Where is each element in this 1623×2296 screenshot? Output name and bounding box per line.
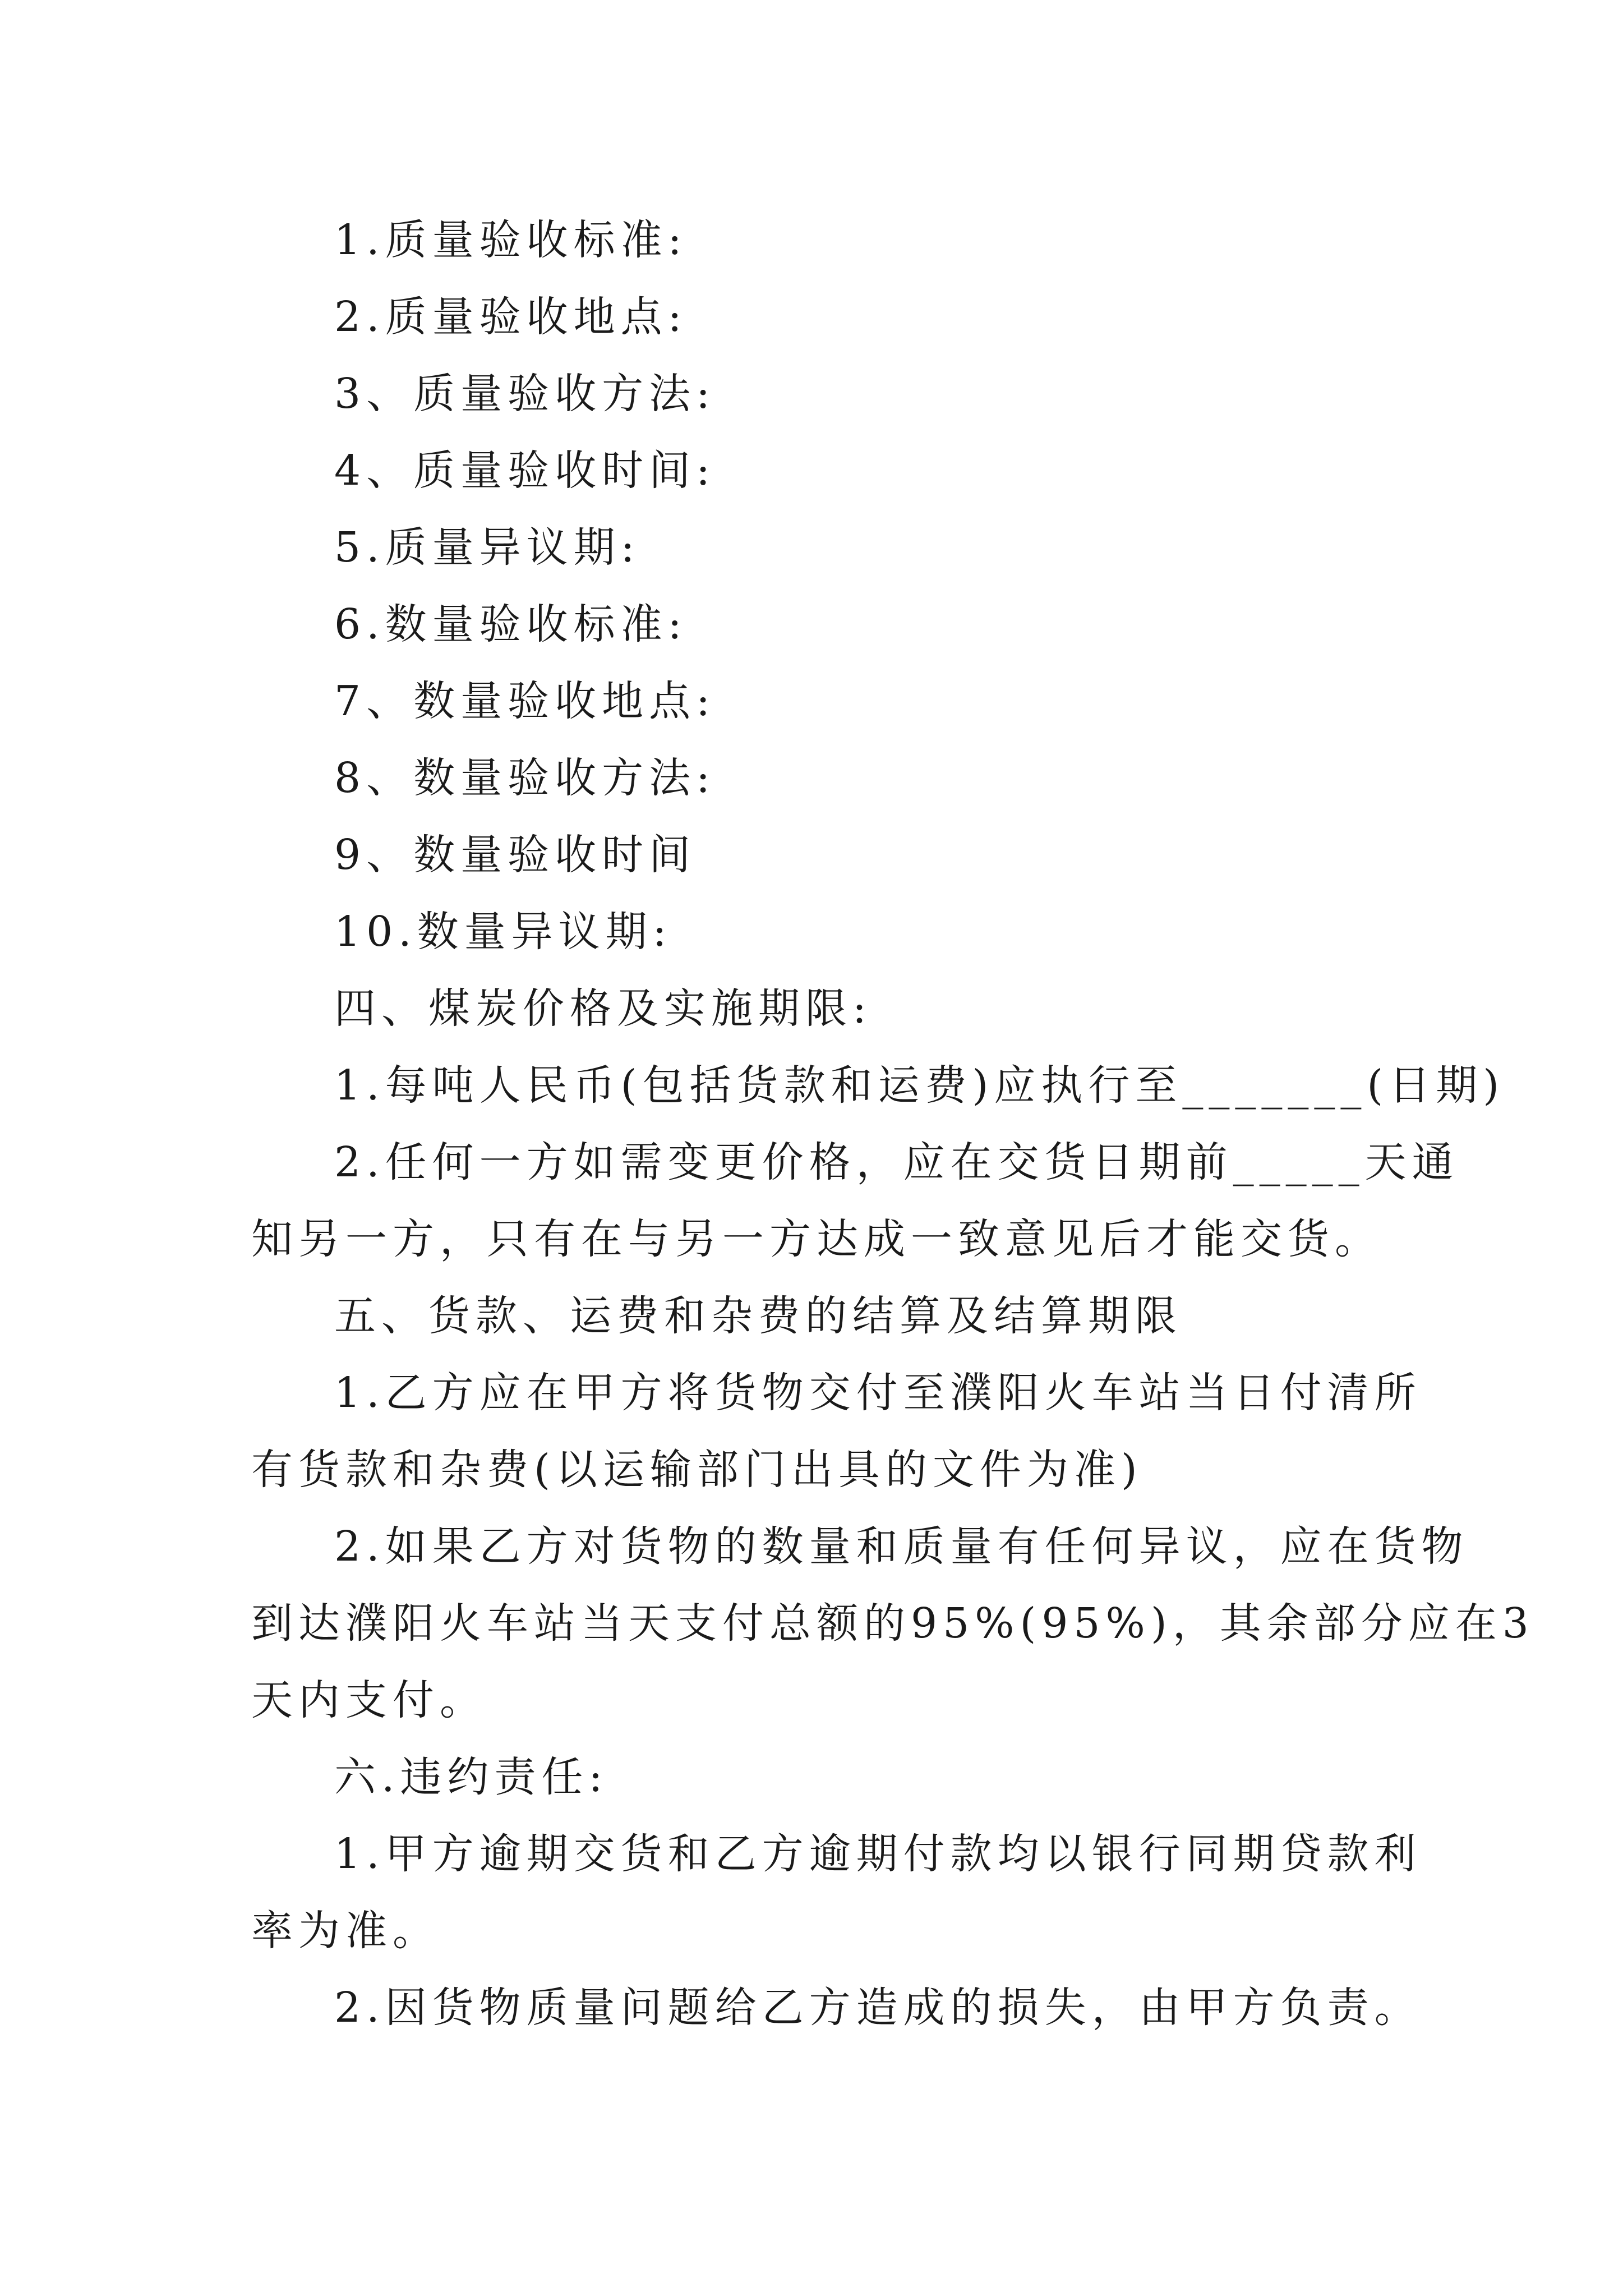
text-line: 4、质量验收时间: bbox=[334, 447, 716, 495]
text-line: 到达濮阳火车站当天支付总额的95%(95%)，其余部分应在3 bbox=[251, 1599, 1534, 1648]
text-line: 8、数量验收方法: bbox=[334, 754, 716, 802]
text-line: 7、数量验收地点: bbox=[334, 677, 716, 725]
text-line: 6.数量验收标准: bbox=[334, 600, 688, 648]
text-line: 3、质量验收方法: bbox=[334, 370, 716, 418]
text-line: 1.质量验收标准: bbox=[334, 216, 688, 264]
document-body bbox=[251, 202, 1534, 2046]
text-line: 知另一方，只有在与另一方达成一致意见后才能交货。 bbox=[251, 1215, 1382, 1263]
text-line: 2.任何一方如需变更价格，应在交货日期前_____天通 bbox=[334, 1138, 1459, 1186]
text-line: 率为准。 bbox=[251, 1907, 440, 1955]
text-line: 天内支付。 bbox=[251, 1676, 487, 1724]
text-line: 2.因货物质量问题给乙方造成的损失，由甲方负责。 bbox=[334, 1984, 1422, 2032]
text-line: 9、数量验收时间 bbox=[334, 831, 697, 879]
text-line: 10.数量异议期: bbox=[334, 908, 672, 956]
section-heading: 六.违约责任: bbox=[334, 1753, 608, 1801]
text-line: 5.质量异议期: bbox=[334, 523, 640, 572]
section-heading: 四、煤炭价格及实施期限: bbox=[334, 984, 872, 1033]
text-line: 有货款和杂费(以运输部门出具的文件为准) bbox=[251, 1446, 1143, 1494]
text-line: 2.如果乙方对货物的数量和质量有任何异议，应在货物 bbox=[334, 1522, 1469, 1571]
text-line: 1.乙方应在甲方将货物交付至濮阳火车站当日付清所 bbox=[334, 1369, 1422, 1417]
text-line: 1.甲方逾期交货和乙方逾期付款均以银行同期贷款利 bbox=[334, 1830, 1422, 1878]
text-line: 2.质量验收地点: bbox=[334, 293, 688, 341]
text-line: 1.每吨人民币(包括货款和运费)应执行至_______(日期) bbox=[334, 1061, 1505, 1110]
section-heading: 五、货款、运费和杂费的结算及结算期限 bbox=[334, 1292, 1182, 1340]
